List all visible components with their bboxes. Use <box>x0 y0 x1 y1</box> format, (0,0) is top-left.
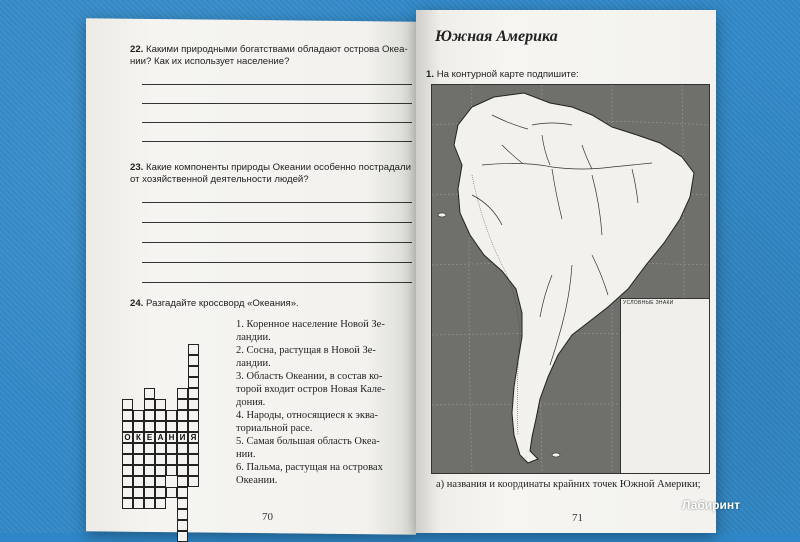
crossword-cell[interactable] <box>188 355 199 366</box>
crossword-cell[interactable] <box>144 454 155 465</box>
crossword-letter-cell: К <box>133 432 144 443</box>
answer-line <box>142 242 412 243</box>
crossword-grid <box>122 320 232 490</box>
question-22 <box>130 44 408 68</box>
crossword-cell[interactable] <box>166 443 177 454</box>
crossword-letter-cell: Е <box>144 432 155 443</box>
crossword-clue-line: 1. Коренное население Новой Зе- <box>236 319 385 330</box>
answer-line <box>142 262 412 263</box>
crossword-cell[interactable] <box>166 454 177 465</box>
crossword-cell[interactable] <box>177 487 188 498</box>
crossword-clues <box>236 318 416 487</box>
crossword-clue-line: ландии. <box>236 332 271 343</box>
crossword-cell[interactable] <box>122 476 133 487</box>
crossword-cell[interactable] <box>133 476 144 487</box>
crossword-clue-line: 5. Самая большая область Океа- <box>236 436 380 447</box>
crossword-cell[interactable] <box>177 454 188 465</box>
crossword-cell[interactable] <box>177 410 188 421</box>
crossword-cell[interactable] <box>133 443 144 454</box>
crossword-letter-cell: И <box>177 432 188 443</box>
page-number-right: 71 <box>572 512 583 524</box>
question-22-text-line1: Какими природными богатствами обладают острова Океа- <box>146 44 408 55</box>
crossword-cell[interactable] <box>166 421 177 432</box>
answer-line <box>142 103 412 104</box>
crossword-letter-cell: О <box>122 432 133 443</box>
crossword-cell[interactable] <box>188 443 199 454</box>
crossword-cell[interactable] <box>122 454 133 465</box>
crossword-cell[interactable] <box>155 465 166 476</box>
question-24 <box>130 298 299 310</box>
crossword-cell[interactable] <box>188 399 199 410</box>
question-23-number: 23. <box>130 162 144 173</box>
crossword-clue-line: нии. <box>236 449 256 460</box>
crossword-cell[interactable] <box>133 465 144 476</box>
page-number-left: 70 <box>262 511 273 523</box>
crossword-cell[interactable] <box>122 399 133 410</box>
legend-title: УСЛОВНЫЕ ЗНАКИ <box>623 300 674 306</box>
crossword-cell[interactable] <box>188 377 199 388</box>
crossword-clue-line: ториальной расе. <box>236 423 313 434</box>
crossword-cell[interactable] <box>188 454 199 465</box>
crossword-cell[interactable] <box>144 388 155 399</box>
crossword-cell[interactable] <box>188 465 199 476</box>
crossword-cell[interactable] <box>166 465 177 476</box>
crossword-cell[interactable] <box>144 399 155 410</box>
crossword-cell[interactable] <box>122 465 133 476</box>
crossword-cell[interactable] <box>166 410 177 421</box>
crossword-clue-line: 6. Пальма, растущая на островах <box>236 462 383 473</box>
answer-line <box>142 84 412 85</box>
crossword-cell[interactable] <box>155 399 166 410</box>
question-24-text: Разгадайте кроссворд «Океания». <box>146 298 299 309</box>
question-23-text-line1: Какие компоненты природы Океании особенно пострадали <box>146 162 411 173</box>
crossword-cell[interactable] <box>155 498 166 509</box>
crossword-clue-line: 4. Народы, относящиеся к эква- <box>236 410 378 421</box>
question-23 <box>130 162 411 186</box>
map-legend <box>620 298 710 474</box>
question-23-text-line2: от хозяйственной деятельности людей? <box>130 174 309 185</box>
crossword-cell[interactable] <box>144 443 155 454</box>
crossword-cell[interactable] <box>133 454 144 465</box>
question-22-number: 22. <box>130 44 144 55</box>
crossword-cell[interactable] <box>133 421 144 432</box>
crossword-cell[interactable] <box>177 498 188 509</box>
crossword-cell[interactable] <box>177 421 188 432</box>
crossword-cell[interactable] <box>122 443 133 454</box>
crossword-cell[interactable] <box>155 476 166 487</box>
crossword-cell[interactable] <box>188 344 199 355</box>
crossword-clue-line: ландии. <box>236 358 271 369</box>
crossword-clue-line: Океании. <box>236 475 278 486</box>
watermark-logo: Лабиринт <box>682 498 741 512</box>
crossword-clue-line: дония. <box>236 397 266 408</box>
crossword-cell[interactable] <box>122 487 133 498</box>
crossword-letter-cell: Н <box>166 432 177 443</box>
crossword-cell[interactable] <box>155 421 166 432</box>
crossword-cell[interactable] <box>188 388 199 399</box>
crossword-cell[interactable] <box>188 476 199 487</box>
crossword-cell[interactable] <box>133 498 144 509</box>
crossword-cell[interactable] <box>122 421 133 432</box>
crossword-cell[interactable] <box>188 366 199 377</box>
crossword-cell[interactable] <box>188 421 199 432</box>
task-1-text: На контурной карте подпишите: <box>436 69 579 80</box>
crossword-clue-line: 3. Область Океании, в состав ко- <box>236 371 383 382</box>
crossword-cell[interactable] <box>133 487 144 498</box>
crossword-letter-cell: Я <box>188 432 199 443</box>
crossword-cell[interactable] <box>133 410 144 421</box>
crossword-cell[interactable] <box>177 476 188 487</box>
answer-line <box>142 282 412 283</box>
crossword-cell[interactable] <box>177 520 188 531</box>
crossword-cell[interactable] <box>144 476 155 487</box>
crossword-cell[interactable] <box>155 443 166 454</box>
answer-line <box>142 202 412 203</box>
crossword-cell[interactable] <box>177 443 188 454</box>
crossword-clue-line: торой входит остров Новая Кале- <box>236 384 386 395</box>
answer-line <box>142 222 412 223</box>
crossword-cell[interactable] <box>122 498 133 509</box>
crossword-cell[interactable] <box>144 410 155 421</box>
crossword-cell[interactable] <box>188 410 199 421</box>
task-caption: а) названия и координаты крайних точек Южной Америки; <box>436 479 701 490</box>
task-1-number: 1. <box>426 69 435 80</box>
crossword-cell[interactable] <box>144 487 155 498</box>
crossword-letter-cell: А <box>155 432 166 443</box>
crossword-cell[interactable] <box>177 388 188 399</box>
crossword-cell[interactable] <box>166 487 177 498</box>
crossword-cell[interactable] <box>122 410 133 421</box>
answer-line <box>142 122 412 123</box>
answer-line <box>142 141 412 142</box>
crossword-cell[interactable] <box>155 454 166 465</box>
task-1 <box>426 69 579 81</box>
question-24-number: 24. <box>130 298 144 309</box>
crossword-cell[interactable] <box>155 410 166 421</box>
crossword-cell[interactable] <box>177 509 188 520</box>
crossword-cell[interactable] <box>144 421 155 432</box>
crossword-cell[interactable] <box>144 498 155 509</box>
section-title: Южная Америка <box>435 28 558 45</box>
crossword-cell[interactable] <box>155 487 166 498</box>
crossword-cell[interactable] <box>177 465 188 476</box>
question-22-text-line2: нии? Как их использует население? <box>130 56 290 67</box>
crossword-clue-line: 2. Сосна, растущая в Новой Зе- <box>236 345 376 356</box>
crossword-cell[interactable] <box>177 399 188 410</box>
crossword-cell[interactable] <box>144 465 155 476</box>
